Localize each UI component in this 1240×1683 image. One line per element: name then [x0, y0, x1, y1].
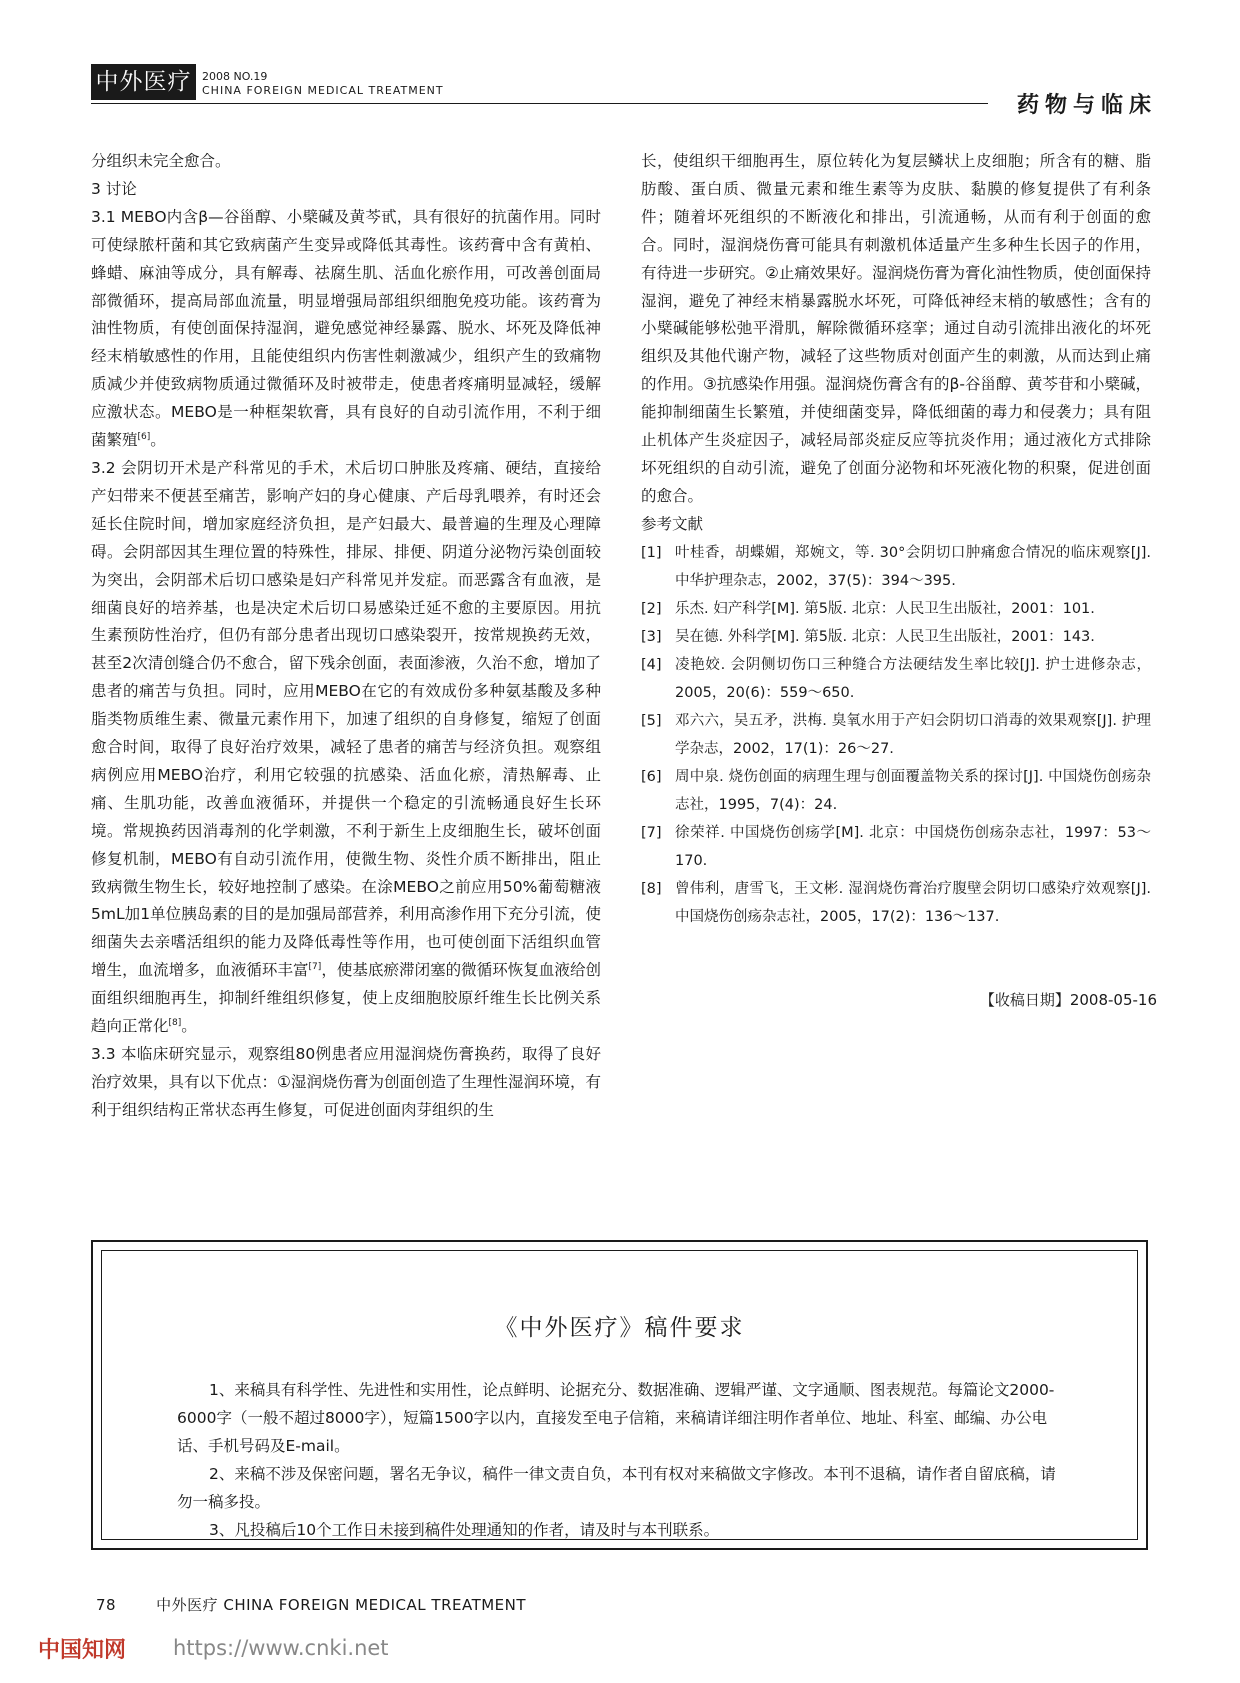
reference-item: [8] 曾伟利，唐雪飞，王文彬. 湿润烧伤膏治疗腹壁会阴切口感染疗效观察[J]. 中国烧伤创疡杂志社，2005，17(2)：136～137. — [641, 880, 1151, 925]
received-date: 【收稿日期】2008-05-16 — [979, 991, 1157, 1009]
notice-inner-border — [101, 1250, 1138, 1540]
cnki-watermark: 中国知网 — [38, 1638, 127, 1663]
notice-item-3: 3、凡投稿后10个工作日未接到稿件处理通知的作者，请及时与本刊联系。 — [209, 1521, 720, 1539]
page-number: 78 — [96, 1596, 117, 1614]
submission-notice-box — [91, 1240, 1148, 1550]
left-column — [91, 148, 601, 1125]
journal-logo: 中外医疗 — [91, 64, 196, 100]
notice-body — [177, 1376, 1062, 1544]
reference-item: [6] 周中泉. 烧伤创面的病理生理与创面覆盖物关系的探讨[J]. 中国烧伤创疡杂志社，1995，7(4)：24. — [641, 768, 1151, 813]
section-heading-discussion: 3 讨论 — [91, 179, 137, 198]
paragraph-3-1: 3.1 MEBO内含β—谷甾醇、小檗碱及黄芩甙，具有很好的抗菌作用。同时可使绿脓杆菌和其它致病菌产生变异或降低其毒性。该药膏中含有黄柏、蜂蜡、麻油等成分，具有解毒、祛腐生肌、活血化瘀作用，可改善创面局部微循环，提高局部血流量，明显增强局部组织细胞免疫功能。该药膏为油性物质，有使创面保持湿润，避免感觉神经暴露、脱水、坏死及降低神经末梢敏感性的作用，且能使组织内伤害性刺激减少，组织产生的致痛物质减少并使致病物质通过微循环及时被带走，使患者疼痛明显减轻，缓解应激状态。MEBO是一种框架软膏，具有良好的自动引流作用，不利于细菌繁殖[6]。 — [91, 207, 601, 450]
paragraph-3-3-continued: 长，使组织干细胞再生，原位转化为复层鳞状上皮细胞；所含有的糖、脂肪酸、蛋白质、微量元素和维生素等为皮肤、黏膜的修复提供了有利条件；随着坏死组织的不断液化和排出，引流通畅，从而有利于创面的愈合。同时，湿润烧伤膏可能具有刺激机体适量产生多种生长因子的作用，有待进一步研究。②止痛效果好。湿润烧伤膏为膏化油性物质，使创面保持湿润，避免了神经末梢暴露脱水坏死，可降低神经末梢的敏感性；含有的小檗碱能够松弛平滑肌，解除微循环痉挛；通过自动引流排出液化的坏死组织及其他代谢产物，减轻了这些物质对创面产生的刺激，从而达到止痛的作用。③抗感染作用强。湿润烧伤膏含有的β-谷甾醇、黄芩苷和小檗碱，能抑制细菌生长繁殖，并使细菌变异，降低细菌的毒力和侵袭力；具有阻止机体产生炎症因子，减轻局部炎症反应等抗炎作用；通过液化方式排除坏死组织的自动引流，避免了创面分泌物和坏死液化物的积聚，促进创面的愈合。 — [641, 152, 1151, 505]
reference-item: [1] 叶桂香，胡蝶媚，郑婉文，等. 30°会阴切口肿痛愈合情况的临床观察[J]. 中华护理杂志，2002，37(5)：394～395. — [641, 544, 1151, 589]
footer-journal: 中外医疗 CHINA FOREIGN MEDICAL TREATMENT — [156, 1596, 527, 1614]
journal-english-name: CHINA FOREIGN MEDICAL TREATMENT — [202, 84, 444, 97]
notice-item-2: 2、来稿不涉及保密问题，署名无争议，稿件一律文责自负，本刊有权对来稿做文字修改。本刊不退稿，请作者自留底稿，请勿一稿多投。 — [177, 1465, 1056, 1511]
right-column — [641, 148, 1151, 931]
paragraph-3-2: 3.2 会阴切开术是产科常见的手术，术后切口肿胀及疼痛、硬结，直接给产妇带来不便甚至痛苦，影响产妇的身心健康、产后母乳喂养，有时还会延长住院时间，增加家庭经济负担，是产妇最大、最普遍的生理及心理障碍。会阴部因其生理位置的特殊性，排尿、排便、阴道分泌物污染创面较为突出，会阴部术后切口感染是妇产科常见并发症。而恶露含有血液，是细菌良好的培养基，也是决定术后切口易感染迁延不愈的主要原因。用抗生素预防性治疗，但仍有部分患者出现切口感染裂开，按常规换药无效，甚至2次清创缝合仍不愈合，留下残余创面，表面渗液，久治不愈，增加了患者的痛苦与负担。同时，应用MEBO在它的有效成份多种氨基酸及多种脂类物质维生素、微量元素作用下，加速了组织的自身修复，缩短了创面愈合时间，取得了良好治疗效果，减轻了患者的痛苦与经济负担。观察组病例应用MEBO治疗，利用它较强的抗感染、活血化瘀，清热解毒、止痛、生肌功能，改善血液循环，并提供一个稳定的引流畅通良好生长环境。常规换药因消毒剂的化学刺激，不利于新生上皮细胞生长，破坏创面修复机制，MEBO有自动引流作用，使微生物、炎性介质不断排出，阻止致病微生物生长，较好地控制了感染。在涂MEBO之前应用50%葡萄糖液5mL加1单位胰岛素的目的是加强局部营养，利用高渗作用下充分引流，使细菌失去亲嗜活组织的能力及降低毒性等作用，也可使创面下活组织血管增生，血流增多，血液循环丰富[7]，使基底瘀滞闭塞的微循环恢复血液给创面组织细胞再生，抑制纤维组织修复，使上皮细胞胶原纤维生长比例关系趋向正常化[8]。 — [91, 458, 601, 1036]
issue-number: 2008 NO.19 — [202, 70, 268, 83]
reference-item: [3] 吴在德. 外科学[M]. 第5版. 北京：人民卫生出版社，2001：143. — [641, 628, 1095, 645]
references-heading: 参考文献 — [641, 514, 704, 533]
notice-title: 《中外医疗》稿件要求 — [494, 1315, 745, 1341]
section-title: 药物与临床 — [1016, 93, 1157, 118]
reference-item: [2] 乐杰. 妇产科学[M]. 第5版. 北京：人民卫生出版社，2001：101. — [641, 600, 1095, 617]
citation: [7] — [308, 962, 322, 973]
header-rule — [91, 103, 988, 104]
page-footer — [96, 1594, 526, 1615]
citation: [6] — [137, 431, 151, 442]
notice-item-1: 1、来稿具有科学性、先进性和实用性，论点鲜明、论据充分、数据准确、逻辑严谨、文字通顺、图表规范。每篇论文2000-6000字（一般不超过8000字），短篇1500字以内，直接发至电子信箱，来稿请详细注明作者单位、地址、科室、邮编、办公电话、手机号码及E-mail。 — [177, 1381, 1055, 1455]
reference-item: [4] 凌艳姣. 会阴侧切伤口三种缝合方法硬结发生率比较[J]. 护士进修杂志，2005，20(6)：559～650. — [641, 656, 1151, 701]
paragraph-continued: 分组织未完全愈合。 — [91, 152, 231, 170]
reference-item: [7] 徐荣祥. 中国烧伤创疡学[M]. 北京：中国烧伤创疡杂志社，1997：53～170. — [641, 824, 1151, 869]
citation: [8] — [168, 1017, 182, 1028]
reference-list — [641, 539, 1151, 931]
cnki-url[interactable]: https://www.cnki.net — [173, 1636, 389, 1660]
reference-item: [5] 邓六六，吴五矛，洪梅. 臭氧水用于产妇会阴切口消毒的效果观察[J]. 护理学杂志，2002，17(1)：26～27. — [641, 712, 1151, 757]
paragraph-3-3: 3.3 本临床研究显示，观察组80例患者应用湿润烧伤膏换药，取得了良好治疗效果，具有以下优点：①湿润烧伤膏为创面创造了生理性湿润环境，有利于组织结构正常状态再生修复，可促进创面肉芽组织的生 — [91, 1045, 601, 1119]
